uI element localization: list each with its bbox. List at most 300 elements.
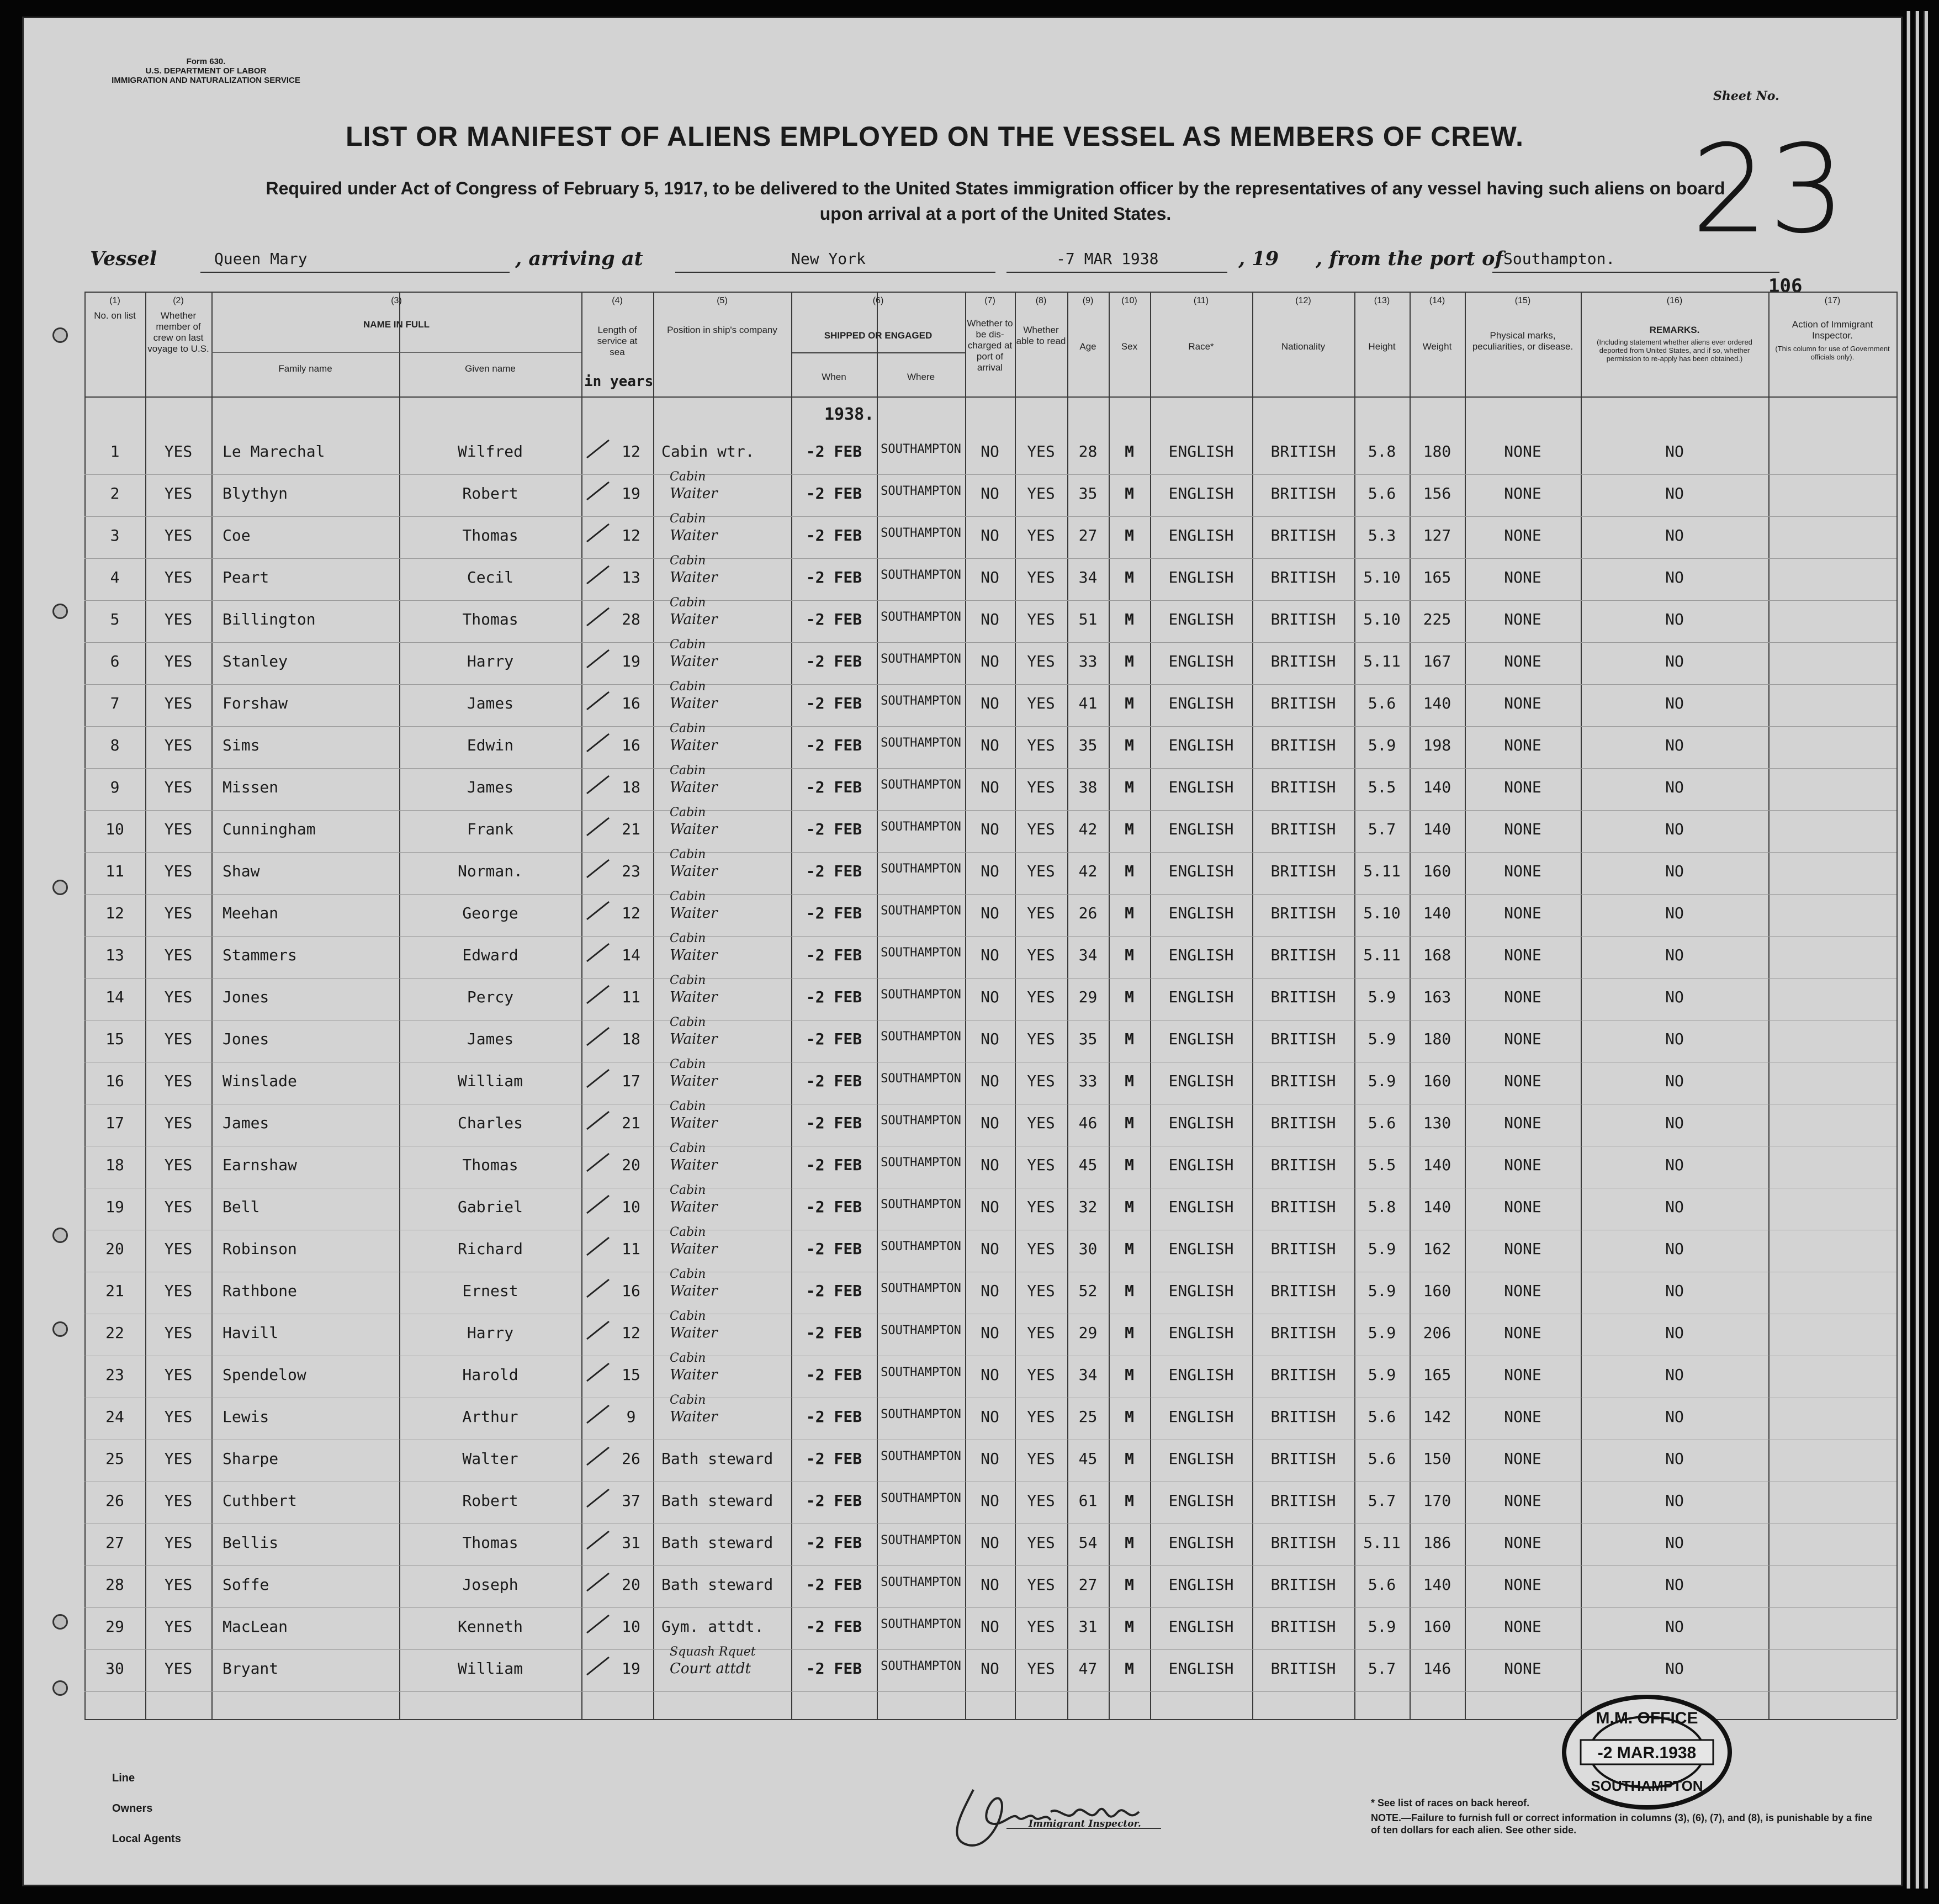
- cell-read: YES: [1027, 1324, 1055, 1342]
- vessel-label: Vessel: [90, 247, 157, 270]
- cell-height: 5.7: [1368, 820, 1396, 838]
- cell-weight: 165: [1423, 1366, 1451, 1384]
- cell-height: 5.5: [1368, 1156, 1396, 1174]
- cell-position: Waiter: [670, 527, 718, 544]
- cell-age: 42: [1078, 862, 1098, 880]
- cell-read: YES: [1027, 652, 1055, 670]
- cell-read: YES: [1027, 1072, 1055, 1090]
- cell-no: 8: [110, 736, 120, 754]
- check-mark-icon: [584, 1065, 612, 1093]
- cell-last: YES: [164, 988, 193, 1006]
- from-port-label: , from the port of: [1316, 247, 1503, 270]
- cell-marks: NONE: [1504, 1156, 1541, 1174]
- cell-race: ENGLISH: [1168, 904, 1234, 922]
- cell-no: 10: [105, 820, 124, 838]
- year-shipped: 1938.: [824, 405, 875, 424]
- cell-given: Thomas: [462, 1533, 518, 1552]
- cell-where: SOUTHAMPTON: [881, 1240, 961, 1254]
- cell-no: 26: [105, 1492, 124, 1510]
- cell-discharged: NO: [981, 988, 999, 1006]
- cell-marks: NONE: [1504, 1198, 1541, 1216]
- table-row: [84, 1607, 1896, 1649]
- cell-family: Cunningham: [222, 820, 316, 838]
- cell-weight: 167: [1423, 652, 1451, 670]
- cell-where: SOUTHAMPTON: [881, 1617, 961, 1631]
- cell-age: 26: [1078, 904, 1098, 922]
- cell-marks: NONE: [1504, 1575, 1541, 1594]
- cell-position: Bath steward: [661, 1533, 774, 1552]
- check-mark-icon: [584, 1443, 612, 1471]
- cell-sex: M: [1125, 652, 1134, 670]
- cell-nat: BRITISH: [1270, 1282, 1336, 1300]
- cell-age: 25: [1078, 1408, 1098, 1426]
- cell-height: 5.9: [1368, 1282, 1396, 1300]
- cell-service: 18: [622, 1030, 640, 1048]
- arriving-label: , arriving at: [515, 247, 643, 270]
- table-row: [84, 1267, 1896, 1314]
- header-weight: Weight: [1422, 341, 1452, 352]
- cell-nat: BRITISH: [1270, 1575, 1336, 1594]
- cell-position: Cabin wtr.: [661, 442, 755, 461]
- cell-service: 23: [622, 862, 640, 880]
- cell-where: SOUTHAMPTON: [881, 442, 961, 456]
- cell-where: SOUTHAMPTON: [881, 610, 961, 624]
- cell-sex: M: [1125, 1659, 1134, 1678]
- cell-position: Waiter: [670, 569, 718, 586]
- cell-weight: 140: [1423, 820, 1451, 838]
- cell-position: Waiter: [670, 863, 718, 880]
- cell-family: Winslade: [222, 1072, 297, 1090]
- cell-position: Bath steward: [661, 1492, 774, 1510]
- cell-marks: NONE: [1504, 526, 1541, 544]
- check-mark-icon: [584, 1401, 612, 1429]
- col-num-8: (8): [1035, 296, 1047, 305]
- cell-read: YES: [1027, 988, 1055, 1006]
- cell-discharged: NO: [981, 1282, 999, 1300]
- cell-position: Gym. attdt.: [661, 1617, 764, 1636]
- cell-weight: 180: [1423, 1030, 1451, 1048]
- cell-service: 18: [622, 778, 640, 796]
- cell-no: 27: [105, 1533, 124, 1552]
- cell-marks: NONE: [1504, 1408, 1541, 1426]
- cell-position: Waiter: [670, 1325, 718, 1341]
- cell-nat: BRITISH: [1270, 1072, 1336, 1090]
- cell-family: Earnshaw: [222, 1156, 297, 1174]
- cell-service: 19: [622, 1659, 640, 1678]
- cell-when: -2 FEB: [806, 610, 862, 628]
- cell-position: Waiter: [670, 653, 718, 670]
- table-row: [84, 1183, 1896, 1230]
- cell-weight: 162: [1423, 1240, 1451, 1258]
- cell-weight: 160: [1423, 1617, 1451, 1636]
- cell-family: Forshaw: [222, 694, 288, 712]
- cell-nat: BRITISH: [1270, 610, 1336, 628]
- cell-height: 5.6: [1368, 1408, 1396, 1426]
- cell-remarks: NO: [1665, 1659, 1684, 1678]
- cell-when: -2 FEB: [806, 1533, 862, 1552]
- check-mark-icon: [584, 478, 612, 505]
- cell-sex: M: [1125, 904, 1134, 922]
- cell-sex: M: [1125, 694, 1134, 712]
- cell-no: 16: [105, 1072, 124, 1090]
- table-row: [84, 1351, 1896, 1398]
- cell-where: SOUTHAMPTON: [881, 1114, 961, 1128]
- cell-last: YES: [164, 652, 193, 670]
- cell-sex: M: [1125, 862, 1134, 880]
- cell-nat: BRITISH: [1270, 484, 1336, 503]
- cell-position-top: Cabin: [670, 680, 706, 694]
- cell-sex: M: [1125, 1450, 1134, 1468]
- cell-weight: 140: [1423, 778, 1451, 796]
- cell-when: -2 FEB: [806, 820, 862, 838]
- cell-when: -2 FEB: [806, 694, 862, 712]
- department: U.S. DEPARTMENT OF LABOR: [145, 66, 267, 76]
- cell-when: -2 FEB: [806, 1408, 862, 1426]
- cell-discharged: NO: [981, 610, 999, 628]
- cell-weight: 170: [1423, 1492, 1451, 1510]
- cell-nat: BRITISH: [1270, 778, 1336, 796]
- cell-given: Robert: [462, 1492, 518, 1510]
- cell-weight: 225: [1423, 610, 1451, 628]
- cell-where: SOUTHAMPTON: [881, 526, 961, 540]
- cell-age: 45: [1078, 1156, 1098, 1174]
- col-num-2: (2): [173, 296, 184, 305]
- check-mark-icon: [584, 1149, 612, 1177]
- cell-where: SOUTHAMPTON: [881, 1533, 961, 1547]
- cell-weight: 160: [1423, 1072, 1451, 1090]
- cell-discharged: NO: [981, 1114, 999, 1132]
- stamp-place: SOUTHAMPTON: [1591, 1778, 1703, 1794]
- cell-position: Waiter: [670, 1283, 718, 1299]
- table-row: [84, 764, 1896, 810]
- sheet-number-label: Sheet No.: [1713, 89, 1779, 103]
- cell-when: -2 FEB: [806, 442, 862, 461]
- cell-given: Edward: [462, 946, 518, 964]
- cell-when: -2 FEB: [806, 1575, 862, 1594]
- cell-weight: 146: [1423, 1659, 1451, 1678]
- cell-remarks: NO: [1665, 1030, 1684, 1048]
- cell-service: 28: [622, 610, 640, 628]
- table-row: [84, 470, 1896, 516]
- cell-given: Joseph: [462, 1575, 518, 1594]
- cell-sex: M: [1125, 1575, 1134, 1594]
- cell-position: Waiter: [670, 1367, 718, 1383]
- cell-position: Waiter: [670, 1199, 718, 1215]
- cell-nat: BRITISH: [1270, 1533, 1336, 1552]
- cell-when: -2 FEB: [806, 1617, 862, 1636]
- cell-race: ENGLISH: [1168, 1575, 1234, 1594]
- check-mark-icon: [584, 1359, 612, 1387]
- cell-weight: 163: [1423, 988, 1451, 1006]
- check-mark-icon: [584, 520, 612, 547]
- cell-no: 11: [105, 862, 124, 880]
- cell-service: 12: [622, 442, 640, 461]
- cell-height: 5.11: [1363, 946, 1401, 964]
- cell-position-top: Cabin: [670, 1267, 706, 1281]
- cell-weight: 186: [1423, 1533, 1451, 1552]
- cell-remarks: NO: [1665, 946, 1684, 964]
- table-row: [84, 890, 1896, 936]
- cell-discharged: NO: [981, 904, 999, 922]
- cell-service: 13: [622, 568, 640, 586]
- cell-family: Bryant: [222, 1659, 279, 1678]
- cell-family: Sharpe: [222, 1450, 279, 1468]
- cell-marks: NONE: [1504, 862, 1541, 880]
- cell-read: YES: [1027, 1198, 1055, 1216]
- cell-remarks: NO: [1665, 1533, 1684, 1552]
- cell-age: 31: [1078, 1617, 1098, 1636]
- table-row: [84, 1057, 1896, 1104]
- cell-last: YES: [164, 1198, 193, 1216]
- cell-given: James: [467, 778, 514, 796]
- cell-no: 28: [105, 1575, 124, 1594]
- cell-remarks: NO: [1665, 484, 1684, 503]
- line-label: Line: [112, 1772, 135, 1784]
- cell-sex: M: [1125, 1282, 1134, 1300]
- cell-nat: BRITISH: [1270, 1198, 1336, 1216]
- cell-age: 29: [1078, 988, 1098, 1006]
- cell-no: 29: [105, 1617, 124, 1636]
- table-row: [84, 1440, 1896, 1482]
- cell-last: YES: [164, 778, 193, 796]
- cell-weight: 140: [1423, 1198, 1451, 1216]
- cell-race: ENGLISH: [1168, 484, 1234, 503]
- cell-when: -2 FEB: [806, 1156, 862, 1174]
- table-row: [84, 1309, 1896, 1356]
- cell-last: YES: [164, 1114, 193, 1132]
- cell-no: 24: [105, 1408, 124, 1426]
- col-num-15: (15): [1514, 296, 1531, 305]
- cell-sex: M: [1125, 1324, 1134, 1342]
- cell-service: 20: [622, 1156, 640, 1174]
- cell-height: 5.5: [1368, 778, 1396, 796]
- cell-position: Waiter: [670, 947, 718, 964]
- cell-race: ENGLISH: [1168, 1324, 1234, 1342]
- cell-discharged: NO: [981, 442, 999, 461]
- cell-nat: BRITISH: [1270, 526, 1336, 544]
- cell-height: 5.10: [1363, 568, 1401, 586]
- cell-sex: M: [1125, 1617, 1134, 1636]
- header-action-inspector: Action of Immigrant Inspector.: [1792, 319, 1873, 341]
- cell-position-top: Cabin: [670, 512, 706, 526]
- cell-where: SOUTHAMPTON: [881, 988, 961, 1002]
- cell-race: ENGLISH: [1168, 1659, 1234, 1678]
- cell-age: 28: [1078, 442, 1098, 461]
- cell-remarks: NO: [1665, 526, 1684, 544]
- cell-read: YES: [1027, 1408, 1055, 1426]
- cell-family: Coe: [222, 526, 251, 544]
- cell-position-top: Squash Rquet: [670, 1645, 756, 1659]
- cell-where: SOUTHAMPTON: [881, 1450, 961, 1463]
- cell-discharged: NO: [981, 1575, 999, 1594]
- cell-position: Court attdt: [670, 1660, 751, 1677]
- cell-nat: BRITISH: [1270, 652, 1336, 670]
- cell-no: 1: [110, 442, 120, 461]
- cell-position-top: Cabin: [670, 806, 706, 819]
- check-mark-icon: [584, 1023, 612, 1051]
- check-mark-icon: [584, 1191, 612, 1219]
- inspector-signature: [940, 1779, 1172, 1856]
- binder-hole: [52, 1228, 68, 1243]
- cell-where: SOUTHAMPTON: [881, 568, 961, 582]
- cell-last: YES: [164, 526, 193, 544]
- check-mark-icon: [584, 1485, 612, 1512]
- cell-last: YES: [164, 1324, 193, 1342]
- cell-remarks: NO: [1665, 610, 1684, 628]
- cell-marks: NONE: [1504, 652, 1541, 670]
- cell-height: 5.9: [1368, 1030, 1396, 1048]
- cell-position: Waiter: [670, 1031, 718, 1048]
- cell-race: ENGLISH: [1168, 1492, 1234, 1510]
- year-label: , 19: [1238, 247, 1279, 270]
- cell-remarks: NO: [1665, 694, 1684, 712]
- inspector-label: Immigrant Inspector.: [1029, 1818, 1141, 1829]
- cell-age: 34: [1078, 1366, 1098, 1384]
- cell-height: 5.9: [1368, 1366, 1396, 1384]
- check-mark-icon: [584, 436, 612, 463]
- cell-weight: 165: [1423, 568, 1451, 586]
- cell-family: MacLean: [222, 1617, 288, 1636]
- cell-remarks: NO: [1665, 1575, 1684, 1594]
- cell-family: Blythyn: [222, 484, 288, 503]
- col-num-17: (17): [1824, 296, 1841, 305]
- cell-when: -2 FEB: [806, 1114, 862, 1132]
- cell-weight: 160: [1423, 1282, 1451, 1300]
- cell-when: -2 FEB: [806, 862, 862, 880]
- cell-where: SOUTHAMPTON: [881, 904, 961, 918]
- cell-age: 42: [1078, 820, 1098, 838]
- cell-family: Bellis: [222, 1533, 279, 1552]
- check-mark-icon: [584, 1233, 612, 1261]
- cell-read: YES: [1027, 1492, 1055, 1510]
- cell-given: Thomas: [462, 610, 518, 628]
- cell-height: 5.3: [1368, 526, 1396, 544]
- cell-sex: M: [1125, 1366, 1134, 1384]
- cell-family: Sims: [222, 736, 260, 754]
- cell-nat: BRITISH: [1270, 1324, 1336, 1342]
- cell-where: SOUTHAMPTON: [881, 946, 961, 960]
- cell-sex: M: [1125, 736, 1134, 754]
- cell-read: YES: [1027, 442, 1055, 461]
- cell-marks: NONE: [1504, 610, 1541, 628]
- cell-remarks: NO: [1665, 820, 1684, 838]
- cell-no: 25: [105, 1450, 124, 1468]
- cell-height: 5.6: [1368, 694, 1396, 712]
- header-remarks: REMARKS.: [1649, 325, 1700, 335]
- cell-given: James: [467, 694, 514, 712]
- cell-position-top: Cabin: [670, 974, 706, 987]
- cell-age: 33: [1078, 652, 1098, 670]
- col-num-3: (3): [391, 296, 402, 305]
- binder-hole: [52, 327, 68, 343]
- cell-race: ENGLISH: [1168, 568, 1234, 586]
- cell-read: YES: [1027, 568, 1055, 586]
- cell-read: YES: [1027, 1575, 1055, 1594]
- cell-marks: NONE: [1504, 484, 1541, 503]
- cell-height: 5.9: [1368, 1324, 1396, 1342]
- cell-read: YES: [1027, 736, 1055, 754]
- cell-height: 5.9: [1368, 1617, 1396, 1636]
- cell-sex: M: [1125, 568, 1134, 586]
- cell-race: ENGLISH: [1168, 442, 1234, 461]
- check-mark-icon: [584, 771, 612, 799]
- cell-no: 5: [110, 610, 120, 628]
- cell-family: Jones: [222, 1030, 269, 1048]
- cell-age: 35: [1078, 1030, 1098, 1048]
- cell-no: 17: [105, 1114, 124, 1132]
- cell-position-top: Cabin: [670, 1057, 706, 1071]
- cell-marks: NONE: [1504, 1324, 1541, 1342]
- cell-nat: BRITISH: [1270, 946, 1336, 964]
- cell-family: Le Marechal: [222, 442, 325, 461]
- cell-remarks: NO: [1665, 1240, 1684, 1258]
- cell-family: Meehan: [222, 904, 279, 922]
- cell-discharged: NO: [981, 1450, 999, 1468]
- service: IMMIGRATION AND NATURALIZATION SERVICE: [112, 76, 300, 85]
- cell-age: 35: [1078, 484, 1098, 503]
- cell-position: Waiter: [670, 737, 718, 754]
- cell-nat: BRITISH: [1270, 1450, 1336, 1468]
- col-num-14: (14): [1429, 296, 1445, 305]
- cell-height: 5.6: [1368, 484, 1396, 503]
- cell-discharged: NO: [981, 1408, 999, 1426]
- office-stamp: [1559, 1691, 1735, 1813]
- check-mark-icon: [584, 729, 612, 757]
- cell-family: Stammers: [222, 946, 297, 964]
- cell-where: SOUTHAMPTON: [881, 484, 961, 498]
- cell-height: 5.8: [1368, 1198, 1396, 1216]
- cell-when: -2 FEB: [806, 1450, 862, 1468]
- cell-remarks: NO: [1665, 736, 1684, 754]
- cell-where: SOUTHAMPTON: [881, 652, 961, 666]
- cell-height: 5.10: [1363, 904, 1401, 922]
- cell-read: YES: [1027, 610, 1055, 628]
- cell-service: 15: [622, 1366, 640, 1384]
- col-num-6: (6): [872, 296, 884, 305]
- cell-where: SOUTHAMPTON: [881, 1282, 961, 1295]
- cell-weight: 130: [1423, 1114, 1451, 1132]
- cell-position-top: Cabin: [670, 596, 706, 610]
- cell-discharged: NO: [981, 778, 999, 796]
- cell-height: 5.9: [1368, 988, 1396, 1006]
- races-note: * See list of races on back hereof.: [1371, 1797, 1530, 1808]
- cell-remarks: NO: [1665, 568, 1684, 586]
- cell-discharged: NO: [981, 652, 999, 670]
- cell-read: YES: [1027, 1282, 1055, 1300]
- page-stamp-number: 106: [1768, 275, 1803, 297]
- cell-age: 61: [1078, 1492, 1098, 1510]
- cell-remarks: NO: [1665, 1408, 1684, 1426]
- cell-height: 5.6: [1368, 1114, 1396, 1132]
- cell-where: SOUTHAMPTON: [881, 1575, 961, 1589]
- cell-marks: NONE: [1504, 694, 1541, 712]
- cell-position: Waiter: [670, 779, 718, 796]
- header-nationality: Nationality: [1281, 341, 1326, 352]
- header-in-years: in years: [584, 373, 654, 390]
- page-edge: [1924, 11, 1928, 1889]
- cell-service: 16: [622, 1282, 640, 1300]
- check-mark-icon: [584, 1611, 612, 1638]
- cell-position-top: Cabin: [670, 1393, 706, 1407]
- cell-race: ENGLISH: [1168, 1450, 1234, 1468]
- cell-no: 2: [110, 484, 120, 503]
- cell-race: ENGLISH: [1168, 1366, 1234, 1384]
- header-able-to-read: Whether able to read: [1016, 325, 1066, 346]
- cell-position: Waiter: [670, 1115, 718, 1131]
- cell-marks: NONE: [1504, 1659, 1541, 1678]
- cell-where: SOUTHAMPTON: [881, 1408, 961, 1421]
- cell-read: YES: [1027, 820, 1055, 838]
